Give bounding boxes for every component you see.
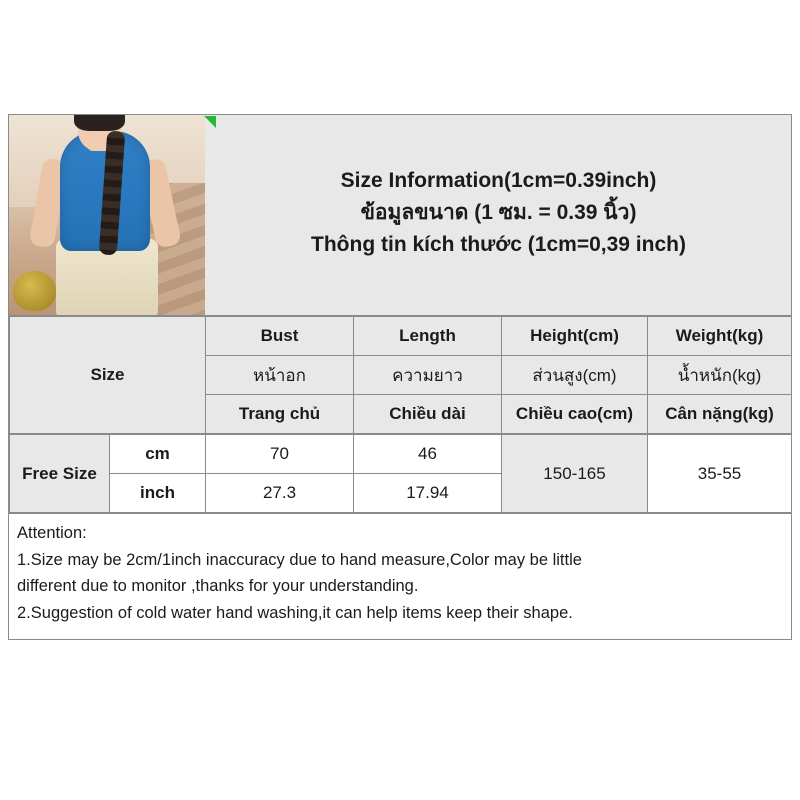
- header-weight-th: น้ำหนัก(kg): [648, 356, 792, 395]
- attention-line-2: different due to monitor ,thanks for your understanding.: [17, 577, 419, 596]
- header-height-vi: Chiều cao(cm): [502, 395, 648, 434]
- value-height-range: 150-165: [502, 435, 648, 513]
- header-bust-en: Bust: [206, 317, 354, 356]
- value-bust-cm: 70: [206, 435, 354, 474]
- header-length-th: ความยาว: [354, 356, 502, 395]
- attention-line-1: 1.Size may be 2cm/1inch inaccuracy due to hand measure,Color may be little: [17, 550, 582, 569]
- header-bust-vi: Trang chủ: [206, 395, 354, 434]
- product-photo-image: [9, 115, 205, 315]
- attention-block: [9, 513, 791, 639]
- header-weight-en: Weight(kg): [648, 317, 792, 356]
- value-length-inch: 17.94: [354, 474, 502, 513]
- header-height-en: Height(cm): [502, 317, 648, 356]
- value-weight-range: 35-55: [648, 435, 792, 513]
- value-length-cm: 46: [354, 435, 502, 474]
- header-bust-th: หน้าอก: [206, 356, 354, 395]
- table-row: [10, 435, 792, 474]
- header-length-vi: Chiều dài: [354, 395, 502, 434]
- size-table-body: [9, 434, 792, 513]
- chart-title-line-en: Size Information(1cm=0.39inch): [340, 169, 657, 193]
- unit-cm: cm: [110, 435, 206, 474]
- value-bust-inch: 27.3: [206, 474, 354, 513]
- table-row: [10, 317, 792, 356]
- attention-heading: Attention:: [17, 524, 87, 542]
- size-table-header: [9, 316, 792, 434]
- row-label-free-size: Free Size: [10, 435, 110, 513]
- photo-model-hair: [74, 115, 125, 131]
- unit-inch: inch: [110, 474, 206, 513]
- header-length-en: Length: [354, 317, 502, 356]
- photo-model-bag: [13, 271, 56, 311]
- header-height-th: ส่วนสูง(cm): [502, 356, 648, 395]
- chart-header-band: [9, 115, 791, 316]
- attention-line-3: 2.Suggestion of cold water hand washing,it can help items keep their shape.: [17, 604, 573, 623]
- product-photo: [9, 115, 206, 315]
- chart-title: [206, 115, 791, 315]
- size-chart-container: [8, 114, 792, 640]
- chart-title-line-vi: Thông tin kích thước (1cm=0,39 inch): [311, 232, 686, 256]
- chart-title-line-th: ข้อมูลขนาด (1 ซม. = 0.39 นิ้ว): [360, 201, 637, 225]
- header-weight-vi: Cân nặng(kg): [648, 395, 792, 434]
- header-size-label: Size: [10, 317, 206, 434]
